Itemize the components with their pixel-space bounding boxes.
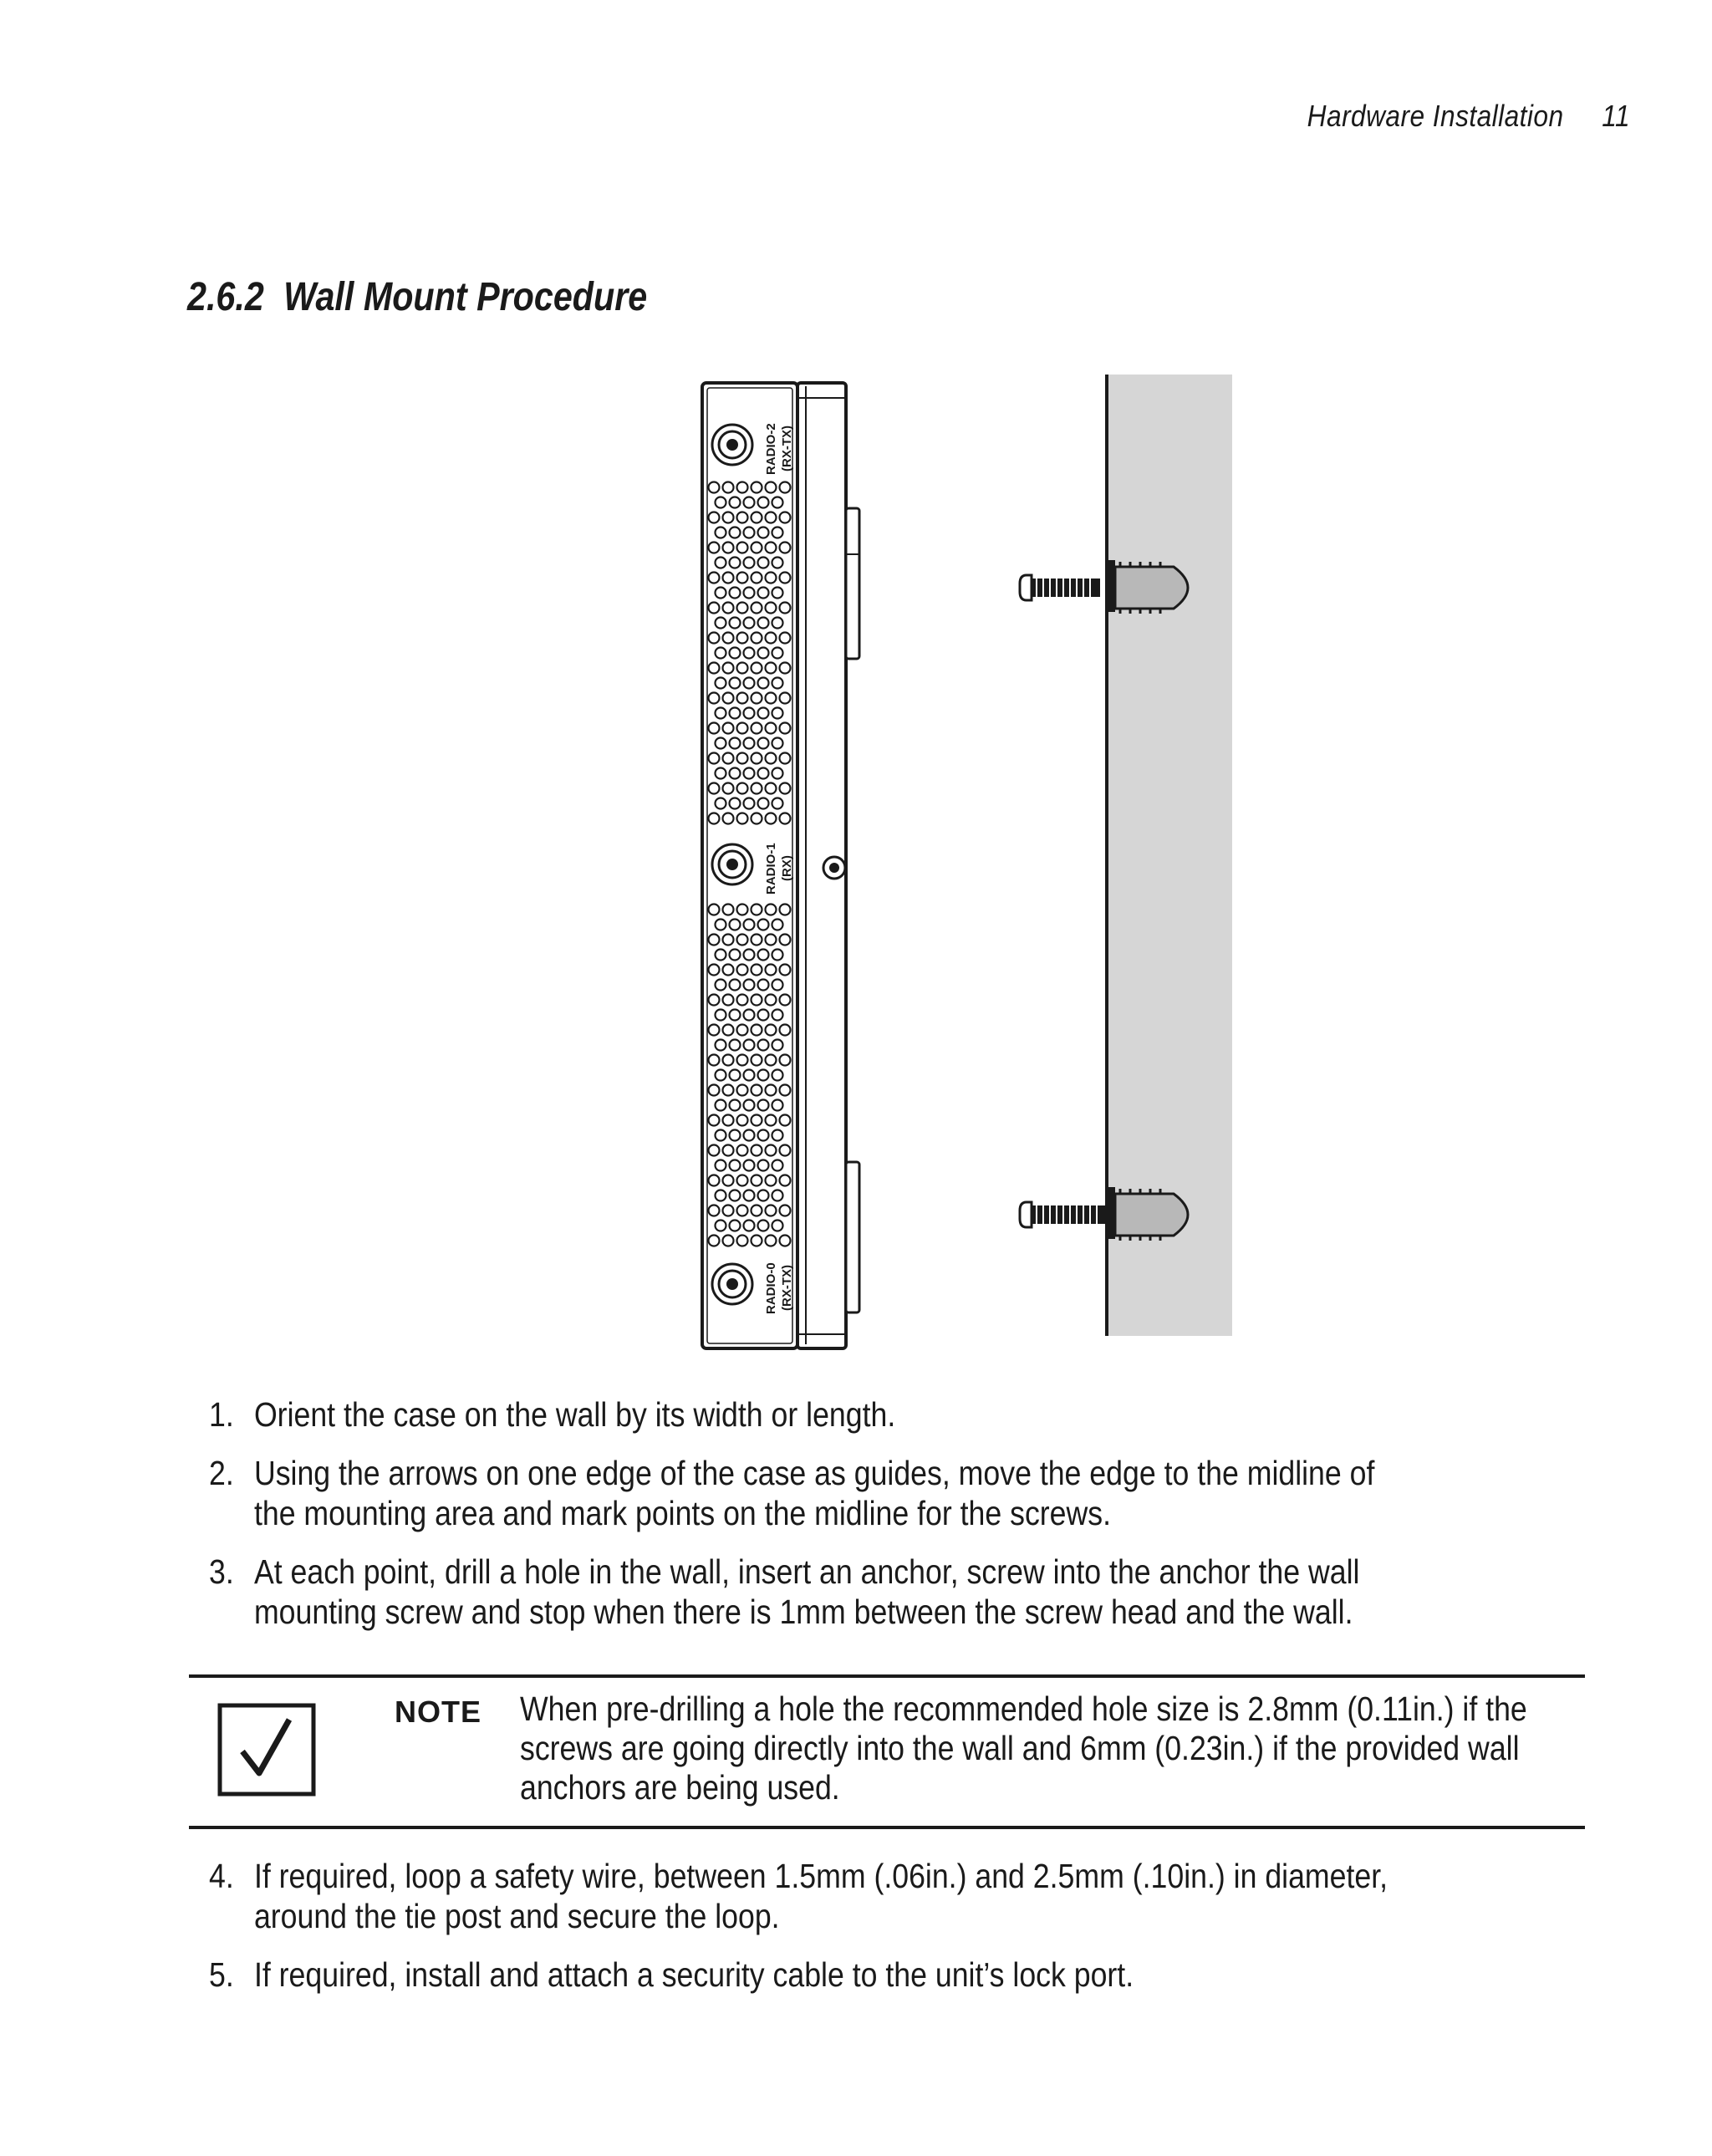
vent-hole — [772, 1100, 783, 1111]
vent-hole — [737, 573, 748, 584]
vent-hole — [744, 798, 755, 809]
vent-hole — [709, 1236, 720, 1246]
vent-hole — [758, 1190, 769, 1201]
vent-hole — [744, 1070, 755, 1081]
vent-hole — [709, 813, 720, 824]
vent-hole — [737, 543, 748, 553]
vent-hole — [730, 1010, 741, 1021]
vent-hole — [758, 558, 769, 568]
vent-hole — [709, 663, 720, 674]
steps-list-top — [209, 1394, 1416, 1650]
mounting-clip-bottom — [846, 1162, 859, 1312]
wall-anchor-bottom — [1107, 1187, 1188, 1241]
vent-hole — [737, 482, 748, 493]
vent-hole — [752, 1055, 762, 1066]
vent-hole — [723, 723, 734, 734]
vent-hole — [752, 935, 762, 945]
vent-hole — [709, 1145, 720, 1156]
vent-hole — [772, 648, 783, 659]
step-number: 5. — [209, 1955, 234, 1994]
vent-hole — [758, 738, 769, 749]
vent-hole — [737, 1145, 748, 1156]
vent-hole — [780, 935, 791, 945]
vent-hole — [752, 512, 762, 523]
step-text: If required, loop a safety wire, between 1.5mm (.06in.) and 2.5mm (.10in.) in diameter, around the tie post and secure the loop. — [253, 1857, 1388, 1935]
vent-hole — [752, 965, 762, 976]
page-header — [1307, 99, 1630, 134]
vent-hole — [716, 920, 726, 930]
vent-hole — [723, 1205, 734, 1216]
step-text: If required, install and attach a security cable to the unit’s lock port. — [253, 1955, 1134, 1994]
vent-hole — [772, 528, 783, 538]
vent-hole — [772, 1221, 783, 1231]
vent-hole — [780, 723, 791, 734]
vent-hole — [737, 753, 748, 764]
vent-hole — [730, 920, 741, 930]
vent-hole — [766, 482, 777, 493]
vent-hole — [737, 663, 748, 674]
step-number: 1. — [209, 1395, 234, 1434]
vent-hole — [772, 920, 783, 930]
vent-hole — [723, 512, 734, 523]
vent-hole — [723, 482, 734, 493]
antenna-connector-radio-2 — [712, 425, 752, 465]
vent-hole — [752, 1115, 762, 1126]
vent-hole — [744, 708, 755, 719]
vent-hole — [730, 528, 741, 538]
vent-hole — [780, 693, 791, 704]
vent-hole — [766, 783, 777, 794]
vent-hole — [744, 558, 755, 568]
vent-hole — [780, 753, 791, 764]
vent-hole — [709, 753, 720, 764]
vent-hole — [780, 1085, 791, 1096]
vent-hole — [716, 1190, 726, 1201]
vent-hole — [780, 1055, 791, 1066]
vent-hole — [709, 512, 720, 523]
vent-hole — [758, 1130, 769, 1141]
note-callout — [189, 1674, 1585, 1829]
vent-hole — [730, 588, 741, 599]
vent-hole — [709, 482, 720, 493]
vent-hole — [744, 678, 755, 689]
vent-hole — [766, 1115, 777, 1126]
vent-hole — [758, 497, 769, 508]
step-number: 2. — [209, 1454, 234, 1492]
vent-hole — [766, 633, 777, 644]
vent-hole — [758, 768, 769, 779]
vent-hole — [752, 1236, 762, 1246]
wall-screw-bottom — [1020, 1202, 1108, 1227]
vent-hole — [744, 648, 755, 659]
vent-hole — [766, 603, 777, 614]
vent-hole — [766, 1085, 777, 1096]
vent-hole — [780, 603, 791, 614]
step-number: 4. — [209, 1857, 234, 1895]
vent-hole — [716, 768, 726, 779]
vent-hole — [709, 1175, 720, 1186]
vent-hole — [723, 783, 734, 794]
vent-hole — [766, 995, 777, 1006]
vent-hole — [709, 573, 720, 584]
vent-hole — [730, 558, 741, 568]
vent-hole — [744, 768, 755, 779]
vent-hole — [723, 813, 734, 824]
vent-hole — [772, 738, 783, 749]
vent-hole — [766, 905, 777, 915]
vent-hole — [737, 995, 748, 1006]
vent-hole — [730, 497, 741, 508]
vent-hole — [780, 1145, 791, 1156]
vent-hole — [716, 980, 726, 991]
vent-hole — [744, 1160, 755, 1171]
vent-hole — [730, 1100, 741, 1111]
vent-hole — [752, 783, 762, 794]
vent-hole — [723, 633, 734, 644]
step-item — [209, 1394, 1416, 1435]
vent-hole — [744, 1130, 755, 1141]
vent-hole — [737, 813, 748, 824]
vent-hole — [716, 678, 726, 689]
vent-hole — [758, 678, 769, 689]
vent-hole — [752, 663, 762, 674]
vent-hole — [723, 1115, 734, 1126]
vent-hole — [723, 543, 734, 553]
vent-hole — [716, 1160, 726, 1171]
vent-hole — [744, 1100, 755, 1111]
vent-hole — [744, 497, 755, 508]
vent-hole — [758, 980, 769, 991]
vent-hole — [758, 1040, 769, 1051]
step-text: Using the arrows on one edge of the case as guides, move the edge to the midline of the mounting area and mark points on the midline for the screws. — [253, 1454, 1375, 1532]
vent-hole — [730, 798, 741, 809]
vent-hole — [723, 995, 734, 1006]
vent-hole — [709, 905, 720, 915]
vent-hole — [780, 512, 791, 523]
antenna-connector-radio-1 — [712, 844, 752, 884]
vent-hole — [744, 528, 755, 538]
vent-hole — [716, 497, 726, 508]
vent-hole — [723, 663, 734, 674]
vent-hole — [709, 995, 720, 1006]
radio-1-mode-label: (RX) — [780, 855, 794, 881]
vent-hole — [709, 603, 720, 614]
vent-hole — [709, 1055, 720, 1066]
vent-hole — [737, 783, 748, 794]
radio-0-label: RADIO-0 — [764, 1262, 778, 1314]
vent-hole — [758, 618, 769, 629]
step-text: At each point, drill a hole in the wall, insert an anchor, screw into the anchor the wall mounting screw and stop when there is 1mm between the screw head and the wall. — [253, 1552, 1360, 1631]
vent-hole — [752, 813, 762, 824]
vent-hole — [744, 1040, 755, 1051]
vent-hole — [723, 693, 734, 704]
section-title: Wall Mount Procedure — [283, 275, 648, 319]
step-number: 3. — [209, 1552, 234, 1591]
section-heading — [187, 274, 647, 320]
vent-hole — [758, 950, 769, 961]
vent-hole — [758, 1010, 769, 1021]
vent-hole — [723, 573, 734, 584]
vent-hole — [780, 995, 791, 1006]
vent-hole — [730, 618, 741, 629]
vent-hole — [766, 693, 777, 704]
radio-2-mode-label: (RX-TX) — [780, 426, 794, 471]
vent-hole — [730, 1221, 741, 1231]
vent-hole — [780, 1115, 791, 1126]
vent-hole — [737, 512, 748, 523]
vent-hole — [716, 588, 726, 599]
vent-hole — [709, 935, 720, 945]
vent-hole — [730, 768, 741, 779]
wall-mount-figure — [690, 375, 1242, 1361]
vent-hole — [780, 965, 791, 976]
radio-0-mode-label: (RX-TX) — [780, 1265, 794, 1311]
checkmark-icon — [217, 1703, 316, 1797]
vent-hole — [780, 543, 791, 553]
vent-hole — [723, 1085, 734, 1096]
vent-hole — [716, 648, 726, 659]
vent-hole — [772, 950, 783, 961]
mounting-clip-top — [846, 508, 859, 659]
vent-hole — [723, 965, 734, 976]
step-item — [209, 1453, 1416, 1533]
vent-hole — [758, 528, 769, 538]
vent-hole — [766, 573, 777, 584]
vent-hole — [730, 1070, 741, 1081]
vent-hole — [752, 603, 762, 614]
vent-hole — [737, 1025, 748, 1036]
vent-hole — [758, 1221, 769, 1231]
vent-hole — [772, 708, 783, 719]
vent-hole — [752, 633, 762, 644]
vent-hole — [730, 1130, 741, 1141]
section-number: 2.6.2 — [187, 275, 264, 319]
wall-anchor-top — [1107, 560, 1188, 614]
vent-hole — [737, 603, 748, 614]
vent-hole — [737, 1205, 748, 1216]
vent-hole — [758, 1070, 769, 1081]
vent-hole — [716, 528, 726, 538]
vent-hole — [766, 1236, 777, 1246]
vent-hole — [716, 1010, 726, 1021]
vent-hole — [772, 980, 783, 991]
vent-hole — [772, 1040, 783, 1051]
vent-hole — [766, 723, 777, 734]
vent-hole — [758, 1160, 769, 1171]
vent-hole — [723, 1055, 734, 1066]
vent-hole — [730, 1160, 741, 1171]
vent-hole — [723, 603, 734, 614]
vent-hole — [723, 935, 734, 945]
vent-hole — [716, 1100, 726, 1111]
vent-hole — [752, 1025, 762, 1036]
vent-hole — [780, 1236, 791, 1246]
vent-hole — [766, 1175, 777, 1186]
vent-hole — [730, 1040, 741, 1051]
vent-hole — [744, 618, 755, 629]
step-item — [209, 1856, 1416, 1936]
vent-hole — [730, 1190, 741, 1201]
vent-hole — [752, 1205, 762, 1216]
steps-list-bottom — [209, 1856, 1416, 2013]
vent-hole — [766, 663, 777, 674]
vent-hole — [737, 1175, 748, 1186]
vent-hole — [752, 753, 762, 764]
vent-hole — [758, 798, 769, 809]
vent-hole — [737, 633, 748, 644]
vent-hole — [772, 1010, 783, 1021]
vent-hole — [737, 965, 748, 976]
vent-hole — [744, 1221, 755, 1231]
vent-hole — [716, 798, 726, 809]
vent-hole — [723, 753, 734, 764]
vent-hole — [780, 813, 791, 824]
vent-hole — [772, 618, 783, 629]
vent-hole — [716, 738, 726, 749]
vent-hole — [744, 1190, 755, 1201]
vent-hole — [730, 950, 741, 961]
vent-hole — [730, 678, 741, 689]
vent-hole — [730, 980, 741, 991]
vent-hole — [716, 950, 726, 961]
vent-hole — [772, 1160, 783, 1171]
vent-hole — [780, 633, 791, 644]
vent-hole — [716, 708, 726, 719]
vent-hole — [780, 1205, 791, 1216]
vent-hole — [758, 588, 769, 599]
vent-hole — [709, 543, 720, 553]
antenna-connector-radio-0 — [712, 1264, 752, 1304]
vent-hole — [766, 813, 777, 824]
vent-hole — [716, 1221, 726, 1231]
vent-hole — [723, 1145, 734, 1156]
vent-hole — [772, 1070, 783, 1081]
vent-hole — [780, 1025, 791, 1036]
vent-hole — [752, 1175, 762, 1186]
vent-hole — [709, 633, 720, 644]
step-text: Orient the case on the wall by its width or length. — [253, 1395, 896, 1434]
vent-hole — [737, 1055, 748, 1066]
vent-hole — [737, 1115, 748, 1126]
vent-hole — [772, 558, 783, 568]
vent-hole — [723, 905, 734, 915]
vent-hole — [758, 920, 769, 930]
vent-hole — [709, 723, 720, 734]
vent-hole — [766, 935, 777, 945]
vent-hole — [723, 1175, 734, 1186]
vent-hole — [766, 1055, 777, 1066]
vent-hole — [752, 1085, 762, 1096]
vent-hole — [716, 558, 726, 568]
radio-1-label: RADIO-1 — [764, 843, 778, 895]
page-number: 11 — [1602, 99, 1630, 133]
header-section-title: Hardware Installation — [1307, 99, 1564, 133]
note-label: NOTE — [395, 1695, 482, 1729]
vent-hole — [772, 1130, 783, 1141]
vent-hole — [772, 678, 783, 689]
vent-hole — [730, 648, 741, 659]
vent-hole — [758, 648, 769, 659]
wall-cross-section — [1107, 375, 1232, 1336]
vent-hole — [752, 573, 762, 584]
vent-hole — [709, 783, 720, 794]
vent-hole — [716, 618, 726, 629]
vent-hole — [744, 588, 755, 599]
vent-hole — [780, 905, 791, 915]
vent-hole — [780, 482, 791, 493]
vent-hole — [752, 723, 762, 734]
vent-hole — [780, 573, 791, 584]
wall-mount-illustration — [690, 375, 1242, 1361]
vent-hole — [709, 1025, 720, 1036]
vent-hole — [772, 1190, 783, 1201]
vent-hole — [716, 1130, 726, 1141]
vent-hole — [766, 1205, 777, 1216]
vent-hole — [766, 1025, 777, 1036]
vent-hole — [752, 543, 762, 553]
vent-hole — [766, 543, 777, 553]
radio-2-label: RADIO-2 — [764, 423, 778, 475]
vent-hole — [744, 950, 755, 961]
vent-hole — [730, 708, 741, 719]
wall-screw-top — [1020, 575, 1100, 600]
vent-hole — [766, 512, 777, 523]
vent-hole — [723, 1236, 734, 1246]
note-text: When pre-drilling a hole the recommended hole size is 2.8mm (0.11in.) if the screws are going directly into the wall and 6mm (0.23in.) if the provided wall anchors are being used. — [520, 1690, 1527, 1807]
vent-hole — [752, 482, 762, 493]
vent-hole — [766, 1145, 777, 1156]
vent-hole — [772, 497, 783, 508]
vent-hole — [737, 723, 748, 734]
vent-hole — [709, 1205, 720, 1216]
vent-hole — [709, 1085, 720, 1096]
vent-hole — [772, 588, 783, 599]
vent-hole — [752, 693, 762, 704]
vent-hole — [737, 905, 748, 915]
vent-hole — [758, 708, 769, 719]
step-item — [209, 1552, 1416, 1632]
vent-hole — [752, 1145, 762, 1156]
vent-hole — [766, 965, 777, 976]
vent-hole — [737, 1236, 748, 1246]
vent-hole — [744, 1010, 755, 1021]
vent-hole — [723, 1025, 734, 1036]
vent-hole — [780, 1175, 791, 1186]
vent-hole — [744, 920, 755, 930]
vent-hole — [709, 1115, 720, 1126]
vent-hole — [737, 1085, 748, 1096]
vent-hole — [730, 738, 741, 749]
vent-hole — [744, 738, 755, 749]
vent-hole — [752, 905, 762, 915]
vent-hole — [737, 693, 748, 704]
vent-hole — [772, 768, 783, 779]
vent-hole — [780, 663, 791, 674]
vent-hole — [780, 783, 791, 794]
vent-hole — [737, 935, 748, 945]
vent-hole — [766, 753, 777, 764]
vent-hole — [709, 965, 720, 976]
vent-hole — [758, 1100, 769, 1111]
step-item — [209, 1955, 1416, 1995]
vent-hole — [772, 798, 783, 809]
vent-hole — [744, 980, 755, 991]
vent-hole — [752, 995, 762, 1006]
vent-hole — [716, 1070, 726, 1081]
vent-hole — [709, 693, 720, 704]
vent-hole — [716, 1040, 726, 1051]
